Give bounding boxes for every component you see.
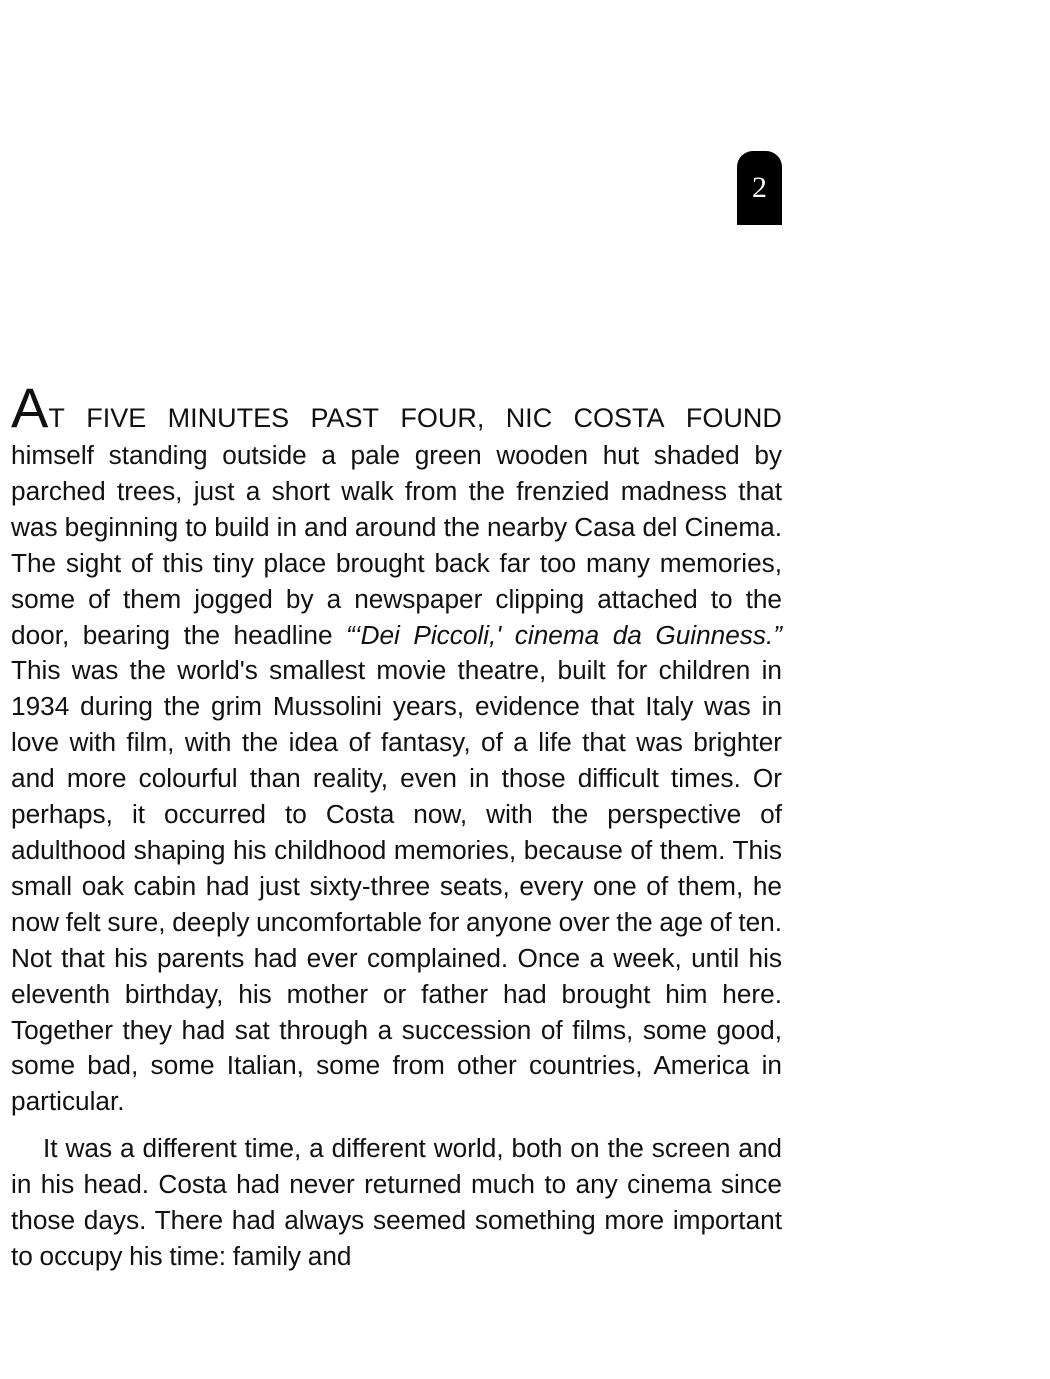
paragraph-2: It was a different time, a different world, both on the screen and in his head. Costa had never returned much to any cinema since those days. There had always seemed something more important to occupy his time: family and [11,1133,782,1271]
paragraph-1-text-before: himself standing outside a pale green wooden hut shaded by parched trees, just a short walk from the frenzied madness that was beginning to build in and around the nearby Casa del Cinema. The sight of this tiny place brought back far too many memories, some of them jogged by a newspaper clipping attached to the door, bearing the headline [11,440,782,650]
small-caps-word: NIC [505,403,553,433]
paragraph-1-text-after: This was the world's smallest movie theatre, built for children in 1934 during the grim Mussolini years, evidence that Italy was in love with film, with the idea of fantasy, of a life that was brighter and more colourful than reality, even in those difficult times. Or perhaps, it occurred to Costa now, with the perspective of adulthood shaping his childhood memories, because of them. This small oak cabin had just sixty-three seats, every one of them, he now felt sure, deeply uncomfortable for anyone over the age of ten. Not that his parents had ever complained. Once a week, until his eleventh birthday, his mother or father had brought him here. Together they had sat through a succession of films, some good, some bad, some Italian, some from other countries, America in particular. [11,655,782,1117]
small-caps-word: MINUTES [167,403,290,433]
small-caps-word: FOUR, [400,403,485,433]
drop-cap: A [11,376,49,439]
newspaper-headline: “‘Dei Piccoli,' cinema da Guinness.” [346,619,782,650]
small-caps-word: FOUND [685,403,782,433]
body-text [11,438,782,1275]
small-caps-word: PAST [310,403,379,433]
chapter-opening-line [11,376,782,439]
opening-first-word [11,376,65,439]
chapter-number-badge: 2 [737,151,782,225]
small-caps-word: T [48,403,65,433]
small-caps-word: FIVE [86,403,147,433]
paragraph-1 [11,438,782,1120]
small-caps-word: COSTA [573,403,665,433]
chapter-text [11,376,782,1275]
